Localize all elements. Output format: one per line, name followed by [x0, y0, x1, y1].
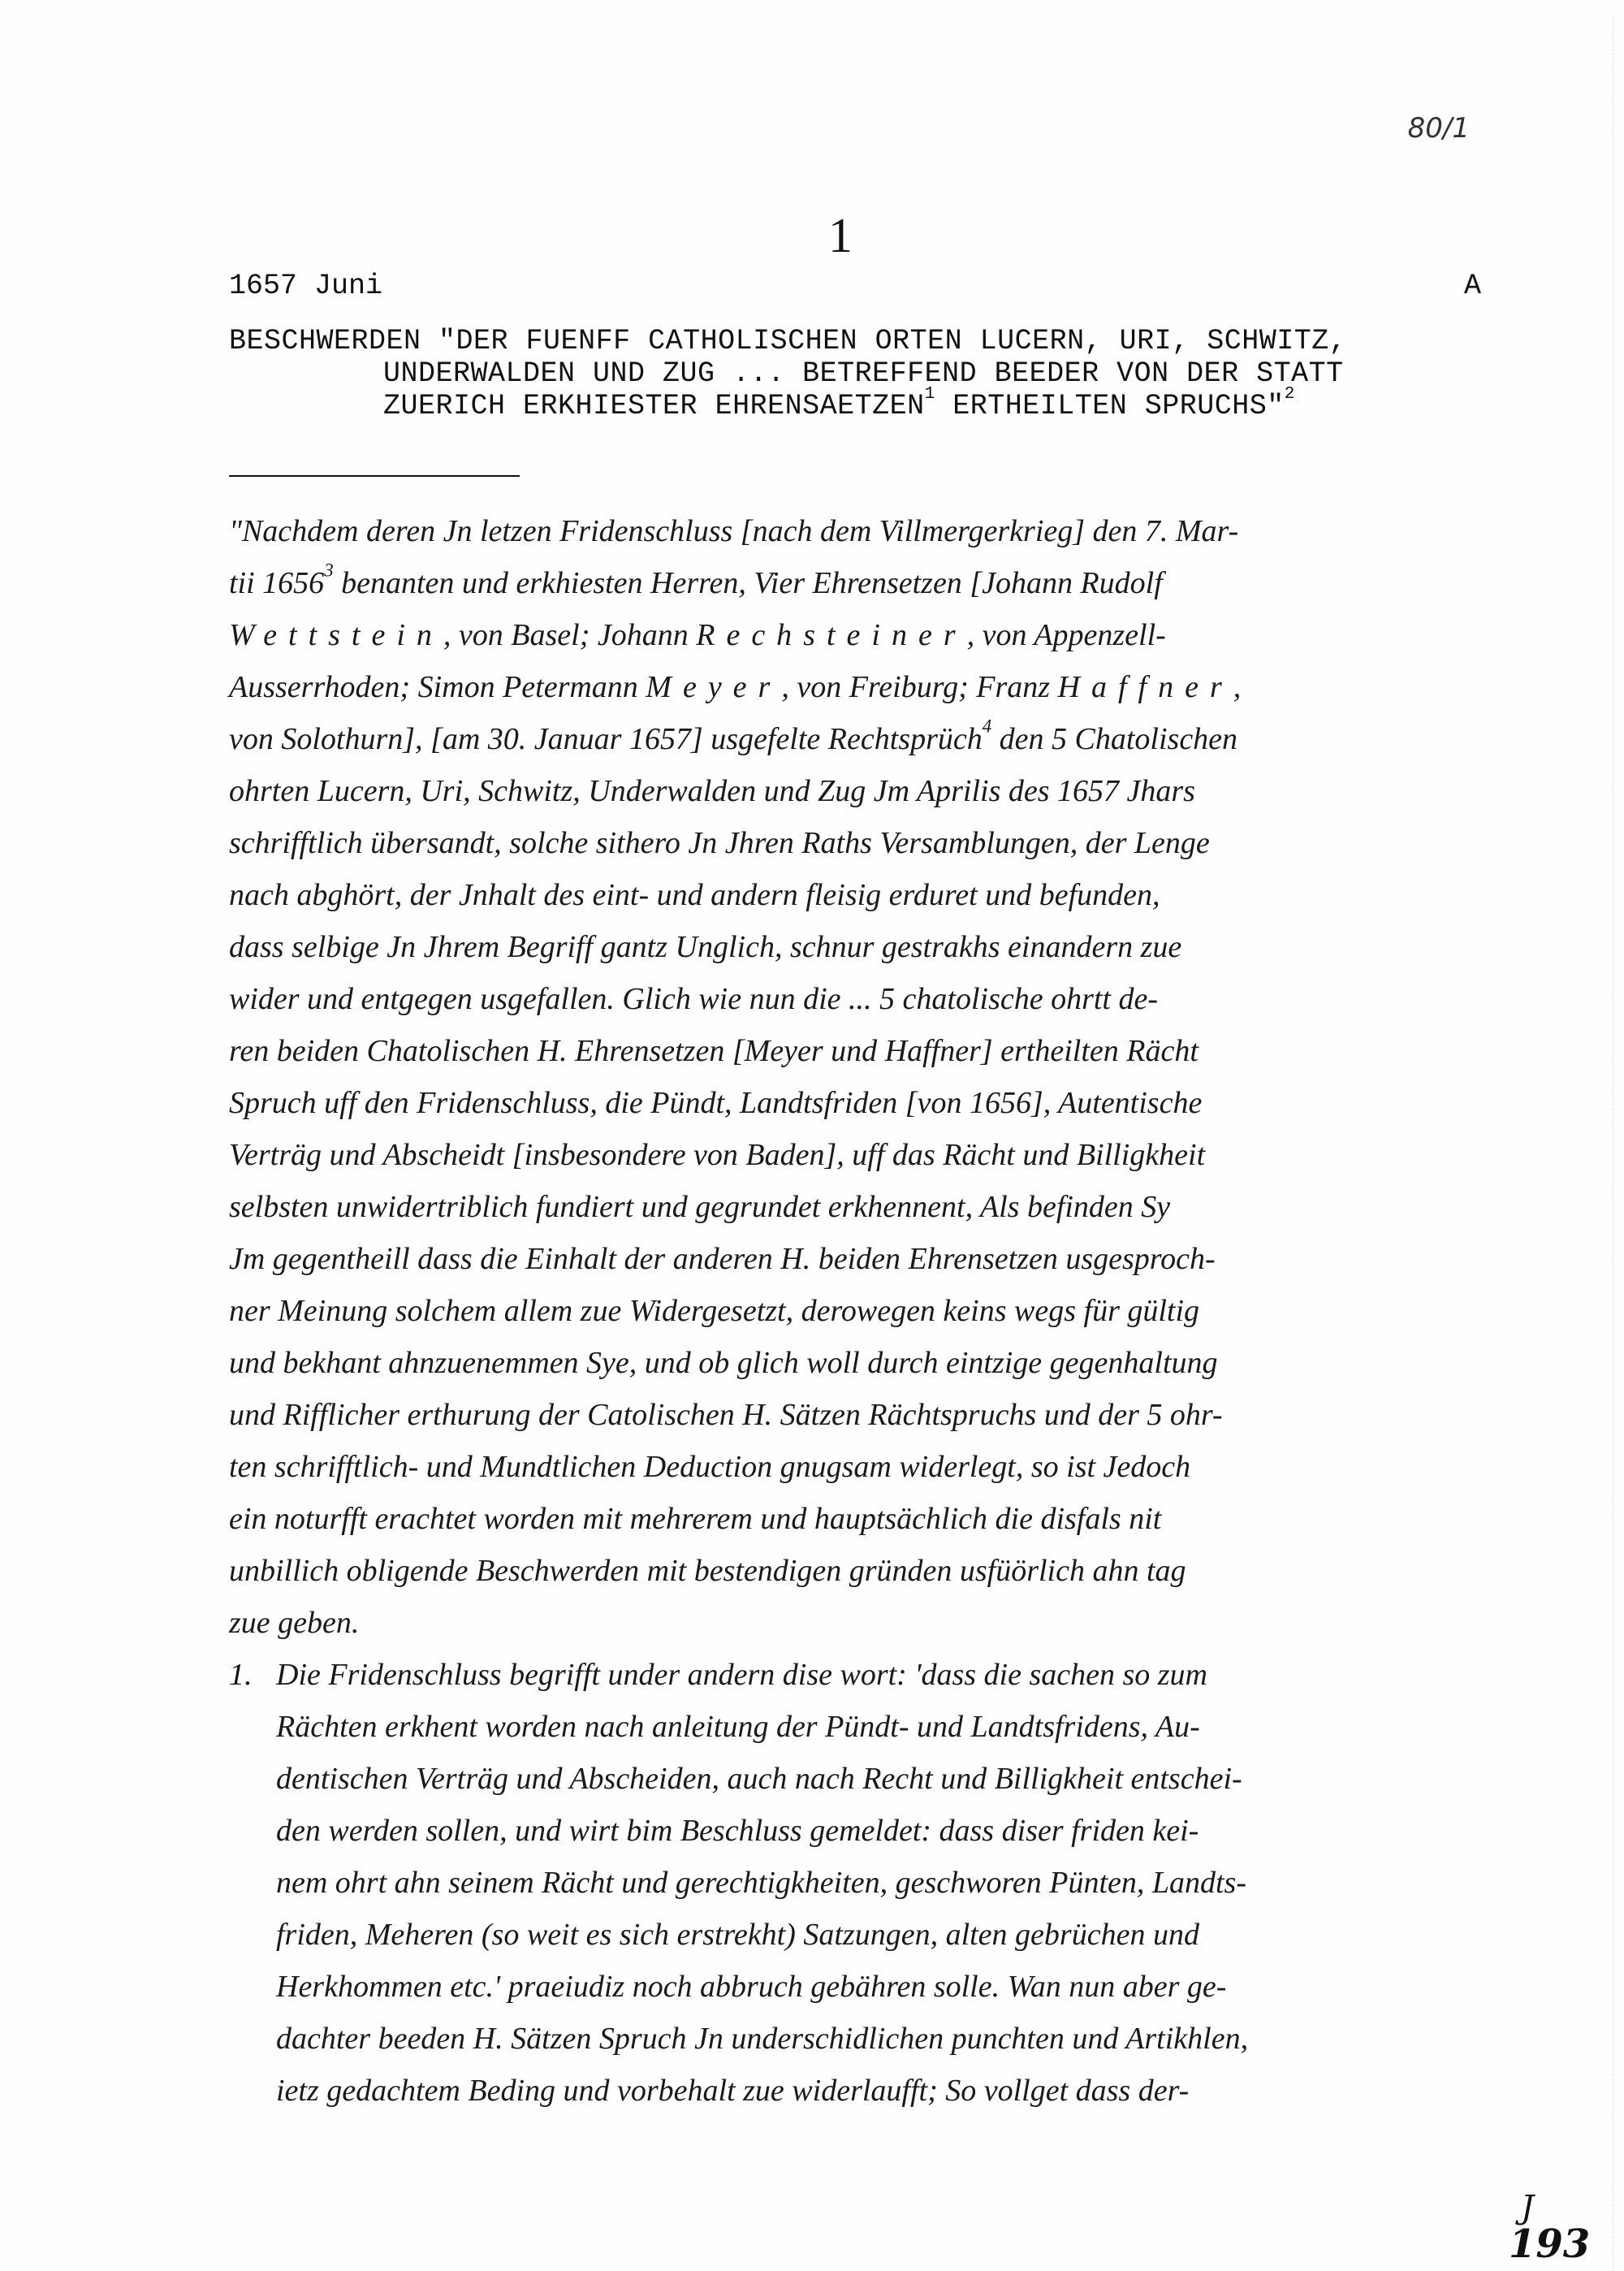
footnote-ref-2: 2: [1284, 385, 1295, 404]
body-line: und bekhant ahnzuenemmen Sye, und ob glich woll durch eintzige gegenhaltung: [229, 1346, 1218, 1380]
footnote-ref-3: 3: [324, 560, 334, 581]
name-haffner: Haffner: [1057, 670, 1233, 704]
separator-rule: [229, 475, 520, 477]
body-segment: , von Freiburg; Franz: [781, 670, 1058, 704]
item-line: friden, Meheren (so weit es sich erstrekht) Satzungen, alten gebrüchen und: [276, 1918, 1199, 1952]
title-line-1: BESCHWERDEN "DER FUENFF CATHOLISCHEN ORTEN LUCERN, URI, SCHWITZ,: [229, 325, 1347, 357]
body-text: [229, 513, 1496, 1650]
footnote-ref-4: 4: [982, 716, 992, 737]
body-line: unbillich obligende Beschwerden mit bestendigen gründen usfüörlich ahn tag: [229, 1554, 1186, 1588]
body-segment: , von Appenzell-: [966, 618, 1166, 652]
handwritten-check-mark: J: [1521, 2189, 1535, 2226]
item-line: dachter beeden H. Sätzen Spruch Jn underschidlichen punchten und Artikhlen,: [276, 2022, 1249, 2056]
item-number: 1.: [229, 1658, 253, 1692]
item-line: dentischen Verträg und Abscheiden, auch nach Recht und Billigkheit entschei-: [276, 1762, 1242, 1796]
name-meyer: Meyer: [646, 670, 782, 704]
body-segment: den 5 Chatolischen: [991, 722, 1238, 756]
body-segment: , von Basel; Johann: [443, 618, 697, 652]
body-line: zue geben.: [229, 1606, 360, 1640]
document-number: 1: [828, 209, 853, 262]
body-line: [229, 617, 1166, 653]
title-line-3a: ZUERICH ERKHIESTER EHRENSAETZEN: [383, 390, 925, 422]
body-line: selbsten unwidertriblich fundiert und gegrundet erkhennent, Als befinden Sy: [229, 1190, 1171, 1224]
item-line: den werden sollen, und wirt bim Beschluss gemeldet: dass diser friden kei-: [276, 1814, 1199, 1848]
body-line: "Nachdem deren Jn letzen Fridenschluss [nach dem Villmergerkrieg] den 7. Mar-: [229, 514, 1239, 548]
body-line: ohrten Lucern, Uri, Schwitz, Underwalden und Zug Jm Aprilis des 1657 Jhars: [229, 774, 1195, 808]
title-line-3: [383, 385, 1295, 422]
body-segment: benanten und erkhiesten Herren, Vier Ehrensetzen [Johann Rudolf: [333, 566, 1163, 600]
body-line: schrifftlich übersandt, solche sithero Jn Jhren Raths Versamblungen, der Lenge: [229, 826, 1210, 860]
body-segment: von Solothurn], [am 30. Januar 1657] usgefelte Rechtsprüch: [229, 722, 983, 756]
name-rechsteiner: Rechsteiner: [696, 618, 967, 652]
body-line: Spruch uff den Fridenschluss, die Pündt, Landtsfriden [von 1656], Autentische: [229, 1086, 1203, 1120]
body-line: wider und entgegen usgefallen. Glich wie nun die ... 5 chatolische ohrtt de-: [229, 982, 1159, 1016]
body-line: dass selbige Jn Jhrem Begriff gantz Unglich, schnur gestrakhs einandern zue: [229, 930, 1182, 964]
footnote-ref-1: 1: [924, 385, 935, 404]
item-line: ietz gedachtem Beding und vorbehalt zue widerlaufft; So vollget dass der-: [276, 2074, 1190, 2108]
item-line: Die Fridenschluss begrifft under andern dise wort: 'dass die sachen so zum: [276, 1658, 1207, 1692]
body-line: Verträg und Abscheidt [insbesondere von Baden], uff das Rächt und Billigkheit: [229, 1138, 1206, 1172]
page-number: 80/1: [1407, 112, 1470, 145]
body-line: ein noturfft erachtet worden mit mehrerem und hauptsächlich die disfals nit: [229, 1502, 1162, 1536]
body-line: Jm gegentheill dass die Einhalt der anderen H. beiden Ehrensetzen usgesproch-: [229, 1242, 1216, 1276]
name-wettstein: Wettstein: [229, 618, 443, 652]
handwritten-folio-number: 193: [1509, 2221, 1591, 2267]
body-line: ner Meinung solchem allem zue Widergesetzt, derowegen keins wegs für gültig: [229, 1294, 1200, 1328]
document-letter: A: [1464, 270, 1482, 302]
body-line: und Rifflicher erthurung der Catolischen H. Sätzen Rächtspruchs und der 5 ohr-: [229, 1398, 1223, 1432]
item-line: nem ohrt ahn seinem Rächt und gerechtigkheiten, geschworen Pünten, Landts-: [276, 1866, 1246, 1900]
document-date: 1657 Juni: [229, 270, 383, 302]
item-line: Herkhommen etc.' praeiudiz noch abbruch gebähren solle. Wan nun aber ge-: [276, 1970, 1227, 2004]
body-line: nach abghört, der Jnhalt des eint- und andern fleisig erduret und befunden,: [229, 878, 1160, 912]
item-1-text: [229, 1657, 1561, 2144]
body-line: [229, 669, 1241, 705]
body-line: ten schrifftlich- und Mundtlichen Deduction gnugsam widerlegt, so ist Jedoch: [229, 1450, 1191, 1484]
body-line: [229, 560, 1163, 601]
body-line: [229, 716, 1238, 757]
body-segment: ,: [1233, 670, 1242, 704]
body-line: ren beiden Chatolischen H. Ehrensetzen [Meyer und Haffner] ertheilten Rächt: [229, 1034, 1199, 1068]
title-line-3b: ERTHEILTEN SPRUCHS": [935, 390, 1285, 422]
body-segment: Ausserrhoden; Simon Petermann: [229, 670, 646, 704]
title-line-2: UNDERWALDEN UND ZUG ... BETREFFEND BEEDER VON DER STATT: [383, 357, 1344, 390]
body-segment: tii 1656: [229, 566, 325, 600]
item-line: Rächten erkhent worden nach anleitung der Pündt- und Landtsfridens, Au-: [276, 1710, 1200, 1744]
